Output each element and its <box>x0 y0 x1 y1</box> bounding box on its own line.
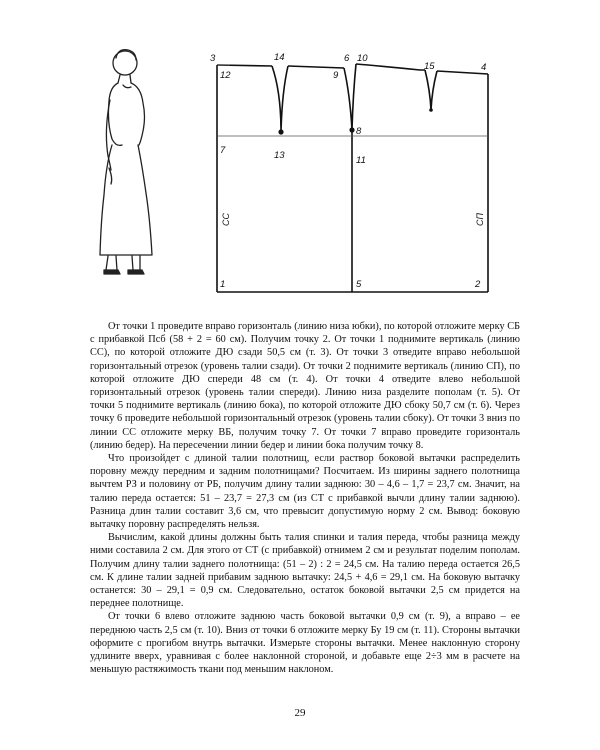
point-label-12: 12 <box>220 70 231 81</box>
paragraph: Что произойдет с длиной талии полотнищ, если раствор боковой вытачки распределить поровну между передним и задним полотнищами? Посчитаем. Из ширины заднего полотнища вычтем РЗ и половину от РБ, получим длину талии заднюю: 30 – 4,6 – 1,7 = 23,7 см. Значит, на талию переда остается: 51 – 23,7 = 27,3 см (из СТ с прибавкой вычли длину талии заднюю). Разница длин талии составит 3,6 см, что превысит допустимую норму 2 см. Вывод: боковую вытачку поровну распределять нельзя. <box>90 453 520 531</box>
point-label-13: 13 <box>274 150 285 161</box>
point-label-2: 2 <box>475 279 481 290</box>
point-label-14: 14 <box>274 52 285 63</box>
point-label-9: 9 <box>333 70 339 81</box>
point-label-6: 6 <box>344 53 350 64</box>
point-13-dot <box>278 129 283 134</box>
body-text <box>90 320 520 676</box>
paragraph: От точки 6 влево отложите заднюю часть боковой вытачки 0,9 см (т. 9), а вправо – ее переднюю часть 2,5 см (т. 10). Вниз от точки 6 отложите мерку Бу 19 см (т. 11). Стороны вытачки оформите с прогибом внутрь вытачки. Измерьте стороны вытачки. Менее наклонную сторону удлините вверх, уравнивая с более наклонной стороной, и добавьте еще 2÷3 мм в расчете на меньшую растяжимость ткани под меньшим наклоном. <box>90 611 520 676</box>
line-label-ss: СС <box>221 213 231 226</box>
point-8-dot <box>349 127 354 132</box>
point-label-15: 15 <box>424 61 435 72</box>
paragraph: От точки 1 проведите вправо горизонталь (линию низа юбки), по которой отложите мерку СБ с прибавкой Псб (58 + 2 = 60 см). Получим точку 2. От точки 1 поднимите вертикаль (линию СС), по которой отложите ДЮ сзади 50,5 см (т. 3). От точки 3 отведите вправо небольшой горизонтальный отрезок (уровень талии сзади). От точки 2 поднимите вертикаль (линию СП), по которой отложите ДЮ спереди 48 см (т. 4). От точки 4 отведите влево небольшой горизонтальный отрезок (уровень талии спереди). Линию низа разделите пополам (т. 5). От точки 5 поднимите вертикаль (линию бока), по которой отложите ДЮ сбоку 50,7 см (т. 6). Через точку 6 проведите небольшой горизонтальный отрезок (уровень талии сбоку). От точки 3 вниз по линии СС отложите мерку ВБ, получим точку 7. От точки 7 вправо проведите горизонталь (линию бедер). На пересечении линии бедер и линии бока получим точку 8. <box>90 321 520 451</box>
line-label-sp: СП <box>475 212 485 226</box>
point-15-dot <box>429 108 433 112</box>
point-label-3: 3 <box>210 53 216 64</box>
paragraph: Вычислим, какой длины должны быть талия спинки и талия переда, чтобы разница между ними составила 2 см. Для этого от СТ (с прибавкой) отнимем 2 см и результат поделим пополам. Получим длину талии заднего полотнища: (51 – 2) : 2 = 24,5 см. На талию переда остается 26,5 см. К длине талии задней прибавим заднюю вытачку: 24,5 + 4,6 = 29,1 см. На боковую вытачку останется: 30 – 29,1 = 0,9 см. Следовательно, остаток боковой вытачки 2,5 см придется на переднее полотнище. <box>90 532 520 610</box>
point-label-7: 7 <box>220 145 226 156</box>
point-label-8: 8 <box>356 126 362 137</box>
page-number: 29 <box>294 707 306 719</box>
skirt-pattern-figure <box>0 0 600 305</box>
pattern-lines <box>217 64 488 292</box>
point-label-10: 10 <box>357 53 368 64</box>
point-label-11: 11 <box>356 155 366 166</box>
point-label-5: 5 <box>356 279 362 290</box>
point-label-1: 1 <box>220 279 226 290</box>
woman-figure-illustration <box>100 50 152 274</box>
point-label-4: 4 <box>481 62 487 73</box>
